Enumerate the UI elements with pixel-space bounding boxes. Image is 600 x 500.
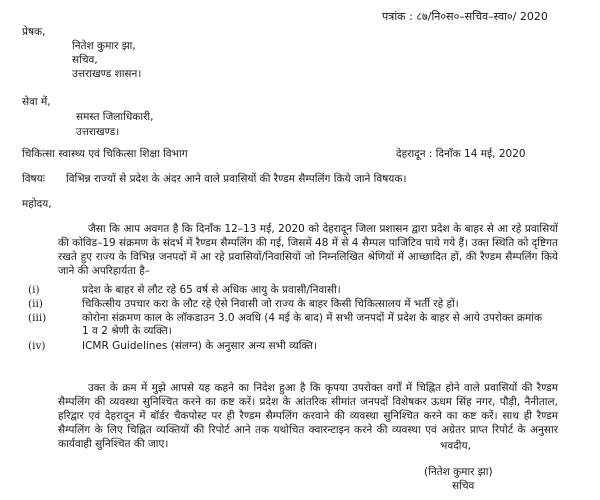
list-number: (ii)	[28, 298, 43, 310]
body-paragraph-2: उक्त के क्रम में मुझे आपसे यह कहने का निदेश हुआ है कि कृपया उपरोक्त वर्गों में चिह्नित होने वाले प्रवासियों की रैण्डम सैम्पलिंग की व्यवस्था सुनिश्चित करने का कष्ट करें। प्रदेश के आंतरिक सीमांत जनपदों विशेषकर ऊधम सिंह नगर, पौड़ी, नैनीताल, हरिद्वार एवं देहरादून में बॉर्डर चैकपोस्ट पर ही रैण्डम सैम्पलिंग करवाने की व्यवस्था सुनिश्चित करने का कष्ट करें। साथ ही रैण्डम सैम्पलिंग के लिए चिह्नित व्यक्तियों की रिपोर्ट आने तक यथोचित क्वारन्टाइन करने की व्यवस्था एवं अग्रेतर प्राप्त रिपोर्ट के अनुसार कार्यवाही सुनिश्चित की जाए।	[58, 382, 558, 450]
subject-text: विभिन्न राज्यों से प्रदेश के अंदर आने वाले प्रवासियों की रैण्डम सैम्पलिंग किये जाने विषयक।	[66, 173, 407, 185]
signatory-designation: सचिव	[452, 480, 475, 492]
list-number: (iii)	[28, 312, 47, 324]
sender-government: उत्तराखण्ड शासन।	[72, 68, 142, 80]
recipient-place: उत्तराखण्ड।	[76, 126, 120, 138]
list-number: (i)	[28, 284, 40, 296]
date-line: देहरादून : दिनाँक 14 मई, 2020	[396, 148, 526, 160]
list-number: (iv)	[28, 340, 46, 352]
body-paragraph-1: जैसा कि आप अवगत है कि दिनाँक 12–13 मई, 2020 को देहरादून जिला प्रशासन द्वारा प्रदेश के बाहर से आ रहे प्रवासियों की कोविड–19 संक्रमण के संदर्भ में रैण्डम सैम्पलिंग की गई, जिसमें 48 में से 4 सैम्पल पाजिटिव पाये गये हैं। उक्त स्थिति को दृष्टिगत रखते हुए राज्य के विभिन्न जनपदों में आ रहे प्रवासियों/निवासियों जो निम्नलिखित श्रेणियों में आच्छादित हों, की रैण्डम सैम्पलिंग किये जाने की अपरिहार्यता है–	[58, 223, 558, 277]
to-label: सेवा में,	[22, 96, 51, 108]
reference-number: पत्रांक : ८७/नि०स०–सचिव–स्वा०/ 2020	[382, 10, 548, 23]
department: चिकित्सा स्वास्थ्य एवं चिकित्सा शिक्षा विभाग	[22, 148, 188, 160]
from-label: प्रेषक,	[22, 26, 46, 38]
signatory-name: (नितेश कुमार झा)	[424, 466, 493, 478]
closing: भवदीय,	[440, 440, 471, 452]
sender-name: नितेश कुमार झा,	[72, 40, 136, 52]
list-text: कोरोना संक्रमण काल के लॉकडाउन 3.0 अवधि (4 मई के बाद) में सभी जनपदों में प्रदेश के बाहर से आये उपरोक्त क्रमांक 1 व 2 श्रेणी के व्यक्ति।	[82, 312, 543, 337]
list-text: ICMR Guidelines (संलग्न) के अनुसार अन्य सभी व्यक्ति।	[82, 340, 318, 352]
recipient-name: समस्त जिलाधिकारी,	[76, 111, 154, 123]
salutation: महोदय,	[22, 198, 52, 210]
list-text: चिकित्सीय उपचार करा के लौट रहे ऐसे निवासी जो राज्य के बाहर किसी चिकित्सालय में भर्ती रहे हों।	[82, 298, 459, 310]
subject-label: विषयः	[22, 173, 45, 185]
sender-designation: सचिव,	[72, 54, 98, 66]
list-text: प्रदेश के बाहर से लौट रहे 65 वर्ष से अधिक आयु के प्रवासी/निवासी।	[82, 284, 341, 296]
